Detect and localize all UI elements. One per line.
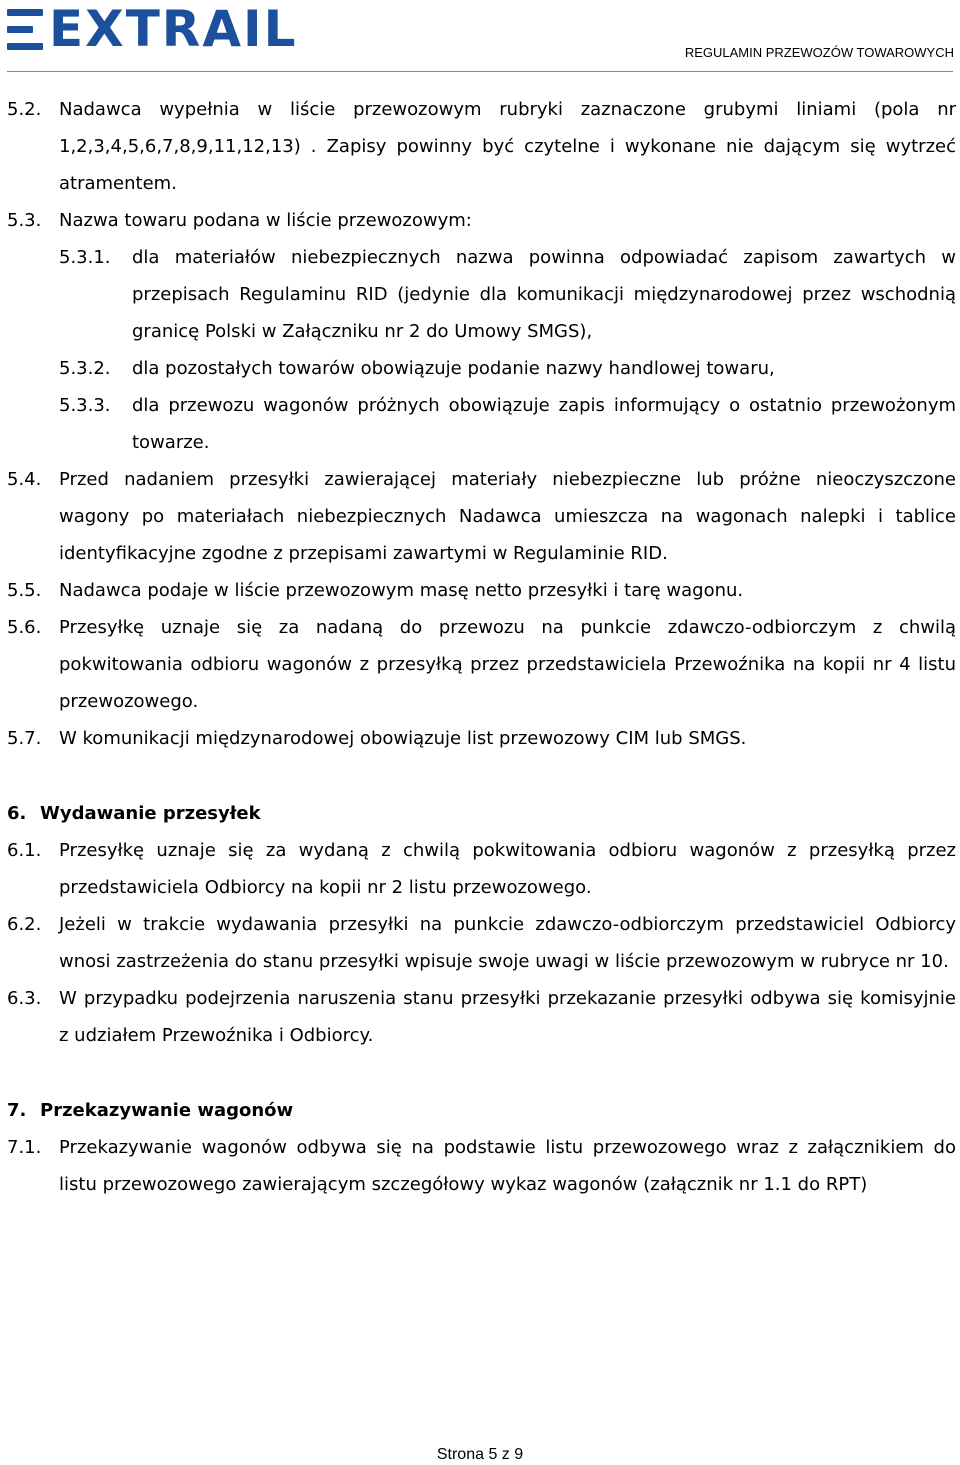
page-number: Strona 5 z 9 [436, 1446, 524, 1463]
clause-text: W przypadku podejrzenia naruszenia stanu przesyłki przekazanie przesyłki odbywa się komisyjnie z udziałem Przewoźnika i Odbiorcy. [59, 988, 956, 1046]
clause-text: dla materiałów niebezpiecznych nazwa powinna odpowiadać zapisom zawartych w przepisach Regulaminu RID (jedynie dla komunikacji międzynarodowej przez wschodnią granicę Polski w Załączniku nr 2 do Umowy SMGS), [132, 247, 956, 342]
clause-number: 5.7. [7, 728, 42, 749]
extrail-logo [7, 0, 298, 58]
clause-text: dla pozostałych towarów obowiązuje podanie nazwy handlowej towaru, [132, 358, 775, 379]
header-divider [7, 71, 953, 72]
clause-5-3-1 [59, 239, 960, 350]
clause-text: Przesyłkę uznaje się za nadaną do przewozu na punkcie zdawczo-odbiorczym z chwilą pokwitowania odbioru wagonów z przesyłką przez przedstawiciela Przewoźnika na kopii nr 4 listu przewozowego. [59, 617, 956, 712]
clause-number: 6.1. [7, 840, 42, 861]
logo-mark-icon [7, 7, 43, 51]
clause-number: 5.3.2. [59, 358, 111, 379]
clause-6-3 [7, 980, 960, 1054]
section-gap [0, 1054, 960, 1092]
clause-number: 5.5. [7, 580, 42, 601]
section-number: 6. [7, 803, 27, 824]
clause-text: dla przewozu wagonów próżnych obowiązuje zapis informujący o ostatnio przewożonym towarze. [132, 395, 956, 453]
clause-number: 6.2. [7, 914, 42, 935]
clause-text: Nazwa towaru podana w liście przewozowym: [59, 210, 472, 231]
clause-number: 5.2. [7, 99, 42, 120]
clause-text: Przesyłkę uznaje się za wydaną z chwilą pokwitowania odbioru wagonów z przesyłką przez przedstawiciela Odbiorcy na kopii nr 2 listu przewozowego. [59, 840, 956, 898]
clause-6-2 [7, 906, 960, 980]
section-number: 7. [7, 1100, 27, 1121]
section-gap [0, 757, 960, 795]
clause-number: 5.3.1. [59, 247, 111, 268]
clause-text: W komunikacji międzynarodowej obowiązuje list przewozowy CIM lub SMGS. [59, 728, 747, 749]
clause-6-1 [7, 832, 960, 906]
clause-5-2 [7, 91, 960, 202]
section-title: Przekazywanie wagonów [40, 1100, 294, 1121]
clause-text: Nadawca wypełnia w liście przewozowym rubryki zaznaczone grubymi liniami (pola nr 1,2,3,4,5,6,7,8,9,11,12,13) . Zapisy powinny być czytelne i wykonane nie dającym się wytrzeć atramentem. [59, 99, 956, 194]
clause-number: 6.3. [7, 988, 42, 1009]
logo-text: EXTRAIL [49, 0, 298, 58]
clause-number: 5.4. [7, 469, 42, 490]
section-heading-6 [7, 795, 960, 832]
clause-text: Nadawca podaje w liście przewozowym masę netto przesyłki i tarę wagonu. [59, 580, 744, 601]
document-title: REGULAMIN PRZEWOZÓW TOWAROWYCH [684, 45, 954, 60]
clause-7-1 [7, 1129, 960, 1203]
clause-5-7 [7, 720, 960, 757]
clause-text: Przed nadaniem przesyłki zawierającej materiały niebezpieczne lub próżne nieoczyszczone wagony po materiałach niebezpiecznych Nadawca umieszcza na wagonach nalepki i tablice identyfikacyjne zgodne z przepisami zawartymi w Regulaminie RID. [59, 469, 956, 564]
clause-number: 5.6. [7, 617, 42, 638]
section-title: Wydawanie przesyłek [40, 803, 261, 824]
document-body [0, 91, 960, 1203]
page-header [0, 0, 960, 74]
clause-number: 5.3.3. [59, 395, 111, 416]
clause-number: 5.3. [7, 210, 42, 231]
clause-5-3-2 [59, 350, 960, 387]
clause-5-5 [7, 572, 960, 609]
clause-text: Przekazywanie wagonów odbywa się na podstawie listu przewozowego wraz z załącznikiem do listu przewozowego zawierającym szczegółowy wykaz wagonów (załącznik nr 1.1 do RPT) [59, 1137, 956, 1195]
clause-text: Jeżeli w trakcie wydawania przesyłki na punkcie zdawczo-odbiorczym przedstawiciel Odbiorcy wnosi zastrzeżenia do stanu przesyłki wpisuje swoje uwagi w liście przewozowym w rubryce nr 10. [59, 914, 956, 972]
clause-5-3 [7, 202, 960, 239]
clause-number: 7.1. [7, 1137, 42, 1158]
section-heading-7 [7, 1092, 960, 1129]
clause-5-4 [7, 461, 960, 572]
clause-5-3-3 [59, 387, 960, 461]
clause-5-6 [7, 609, 960, 720]
